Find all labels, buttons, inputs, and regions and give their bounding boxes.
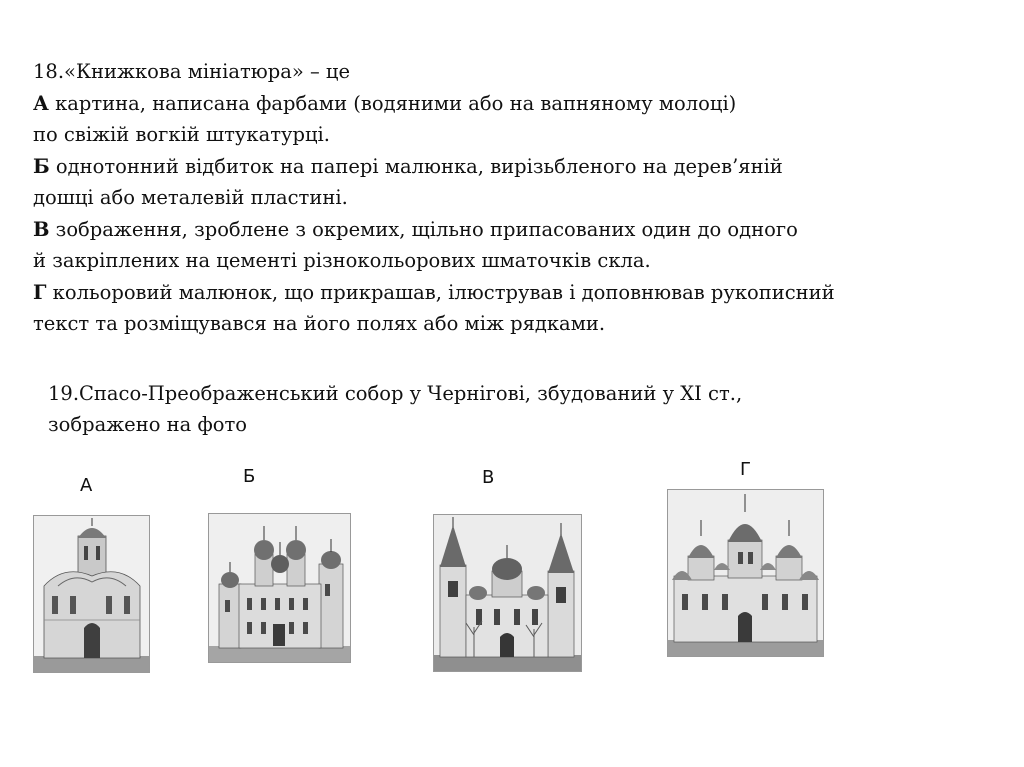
q18-option-g-text: кольоровий малюнок, що прикрашав, ілюстрував і доповнював рукописний — [46, 280, 835, 304]
cathedral-g-illustration — [668, 490, 823, 656]
question-19 — [48, 378, 948, 440]
q18-option-v-cont — [33, 245, 993, 277]
photo-label-g: Г — [740, 459, 751, 480]
q18-title-text: 18.«Книжкова мініатюра» – це — [33, 60, 350, 83]
q19-title-cont: зображено на фото — [48, 413, 247, 436]
q18-option-a-letter: А — [33, 91, 49, 115]
photo-label-a: А — [80, 475, 93, 496]
photo-v-cathedral — [433, 514, 582, 672]
q18-option-v-letter: В — [33, 217, 50, 241]
photo-label-v: В — [482, 467, 495, 488]
photo-g-cathedral — [667, 489, 824, 657]
photo-label-b: Б — [243, 466, 256, 487]
q19-title: 19.Спасо-Преображенський собор у Чернігові, збудований у XI ст., — [48, 382, 743, 405]
q18-option-b-cont-text: дошці або металевій пластині. — [33, 186, 348, 209]
cathedral-a-illustration — [34, 516, 149, 672]
cathedral-v-illustration — [434, 515, 581, 671]
q18-option-v-text: зображення, зроблене з окремих, щільно припасованих один до одного — [49, 217, 798, 241]
q18-option-g-letter: Г — [33, 280, 47, 304]
q18-option-b-text: однотонний відбиток на папері малюнка, вирізьбленого на дерев’яній — [49, 154, 783, 178]
q18-option-g-cont — [33, 308, 993, 340]
q18-option-a-text: картина, написана фарбами (водяними або на вапняному молоці) — [48, 91, 737, 115]
q18-option-b-letter: Б — [33, 154, 50, 178]
q18-option-g — [33, 277, 993, 309]
q18-title — [33, 56, 993, 88]
photo-b-cathedral — [208, 513, 351, 663]
question-18 — [33, 56, 993, 340]
cathedral-b-illustration — [209, 514, 350, 662]
photo-a-cathedral — [33, 515, 150, 673]
q18-option-a — [33, 88, 993, 120]
q18-option-b-cont — [33, 182, 993, 214]
q18-option-b — [33, 151, 993, 183]
q18-option-v — [33, 214, 993, 246]
q18-option-a-cont — [33, 119, 993, 151]
q18-option-v-cont-text: й закріплених на цементі різнокольорових шматочків скла. — [33, 249, 651, 272]
q18-option-a-cont-text: по свіжій вогкій штукатурці. — [33, 123, 330, 146]
q18-option-g-cont-text: текст та розміщувався на його полях або між рядками. — [33, 312, 606, 335]
